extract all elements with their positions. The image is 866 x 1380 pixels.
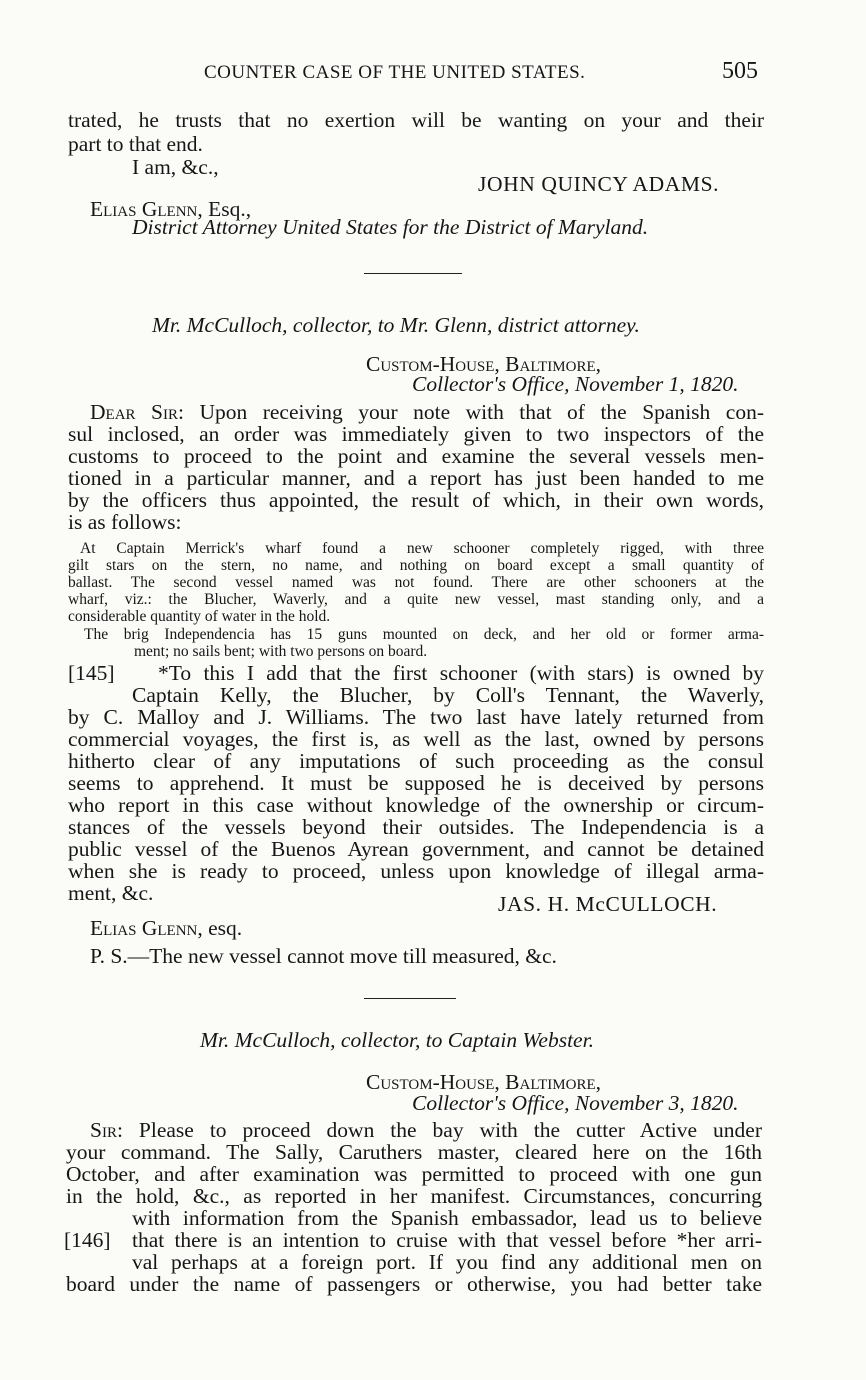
letter2-para1-text: Upon receiving your note with that of the Spanish con- <box>183 400 764 424</box>
letter3-salutation: Sir: <box>90 1118 123 1142</box>
letter3-line4: in the hold, &c., as reported in her manifest. Circumstances, concurring <box>66 1184 762 1208</box>
letter3-line5: with information from the Spanish embassador, lead us to believe <box>132 1206 762 1230</box>
quote2-line1: The brig Independencia has 15 guns mounted on deck, and her old or former arma- <box>84 626 764 643</box>
letter3-line3: October, and after examination was permitted to proceed with one gun <box>66 1162 762 1186</box>
quote1-line2: gilt stars on the stern, no name, and nothing on board except a small quantity of <box>68 557 764 574</box>
letter3-line2: your command. The Sally, Caruthers master, cleared here on the 16th <box>66 1140 762 1164</box>
letter1-line2: part to that end. <box>68 132 203 156</box>
quote1-line4: wharf, viz.: the Blucher, Waverly, and a quite new vessel, mast standing only, and a <box>68 591 764 608</box>
letter2-para2-line8: stances of the vessels beyond their outsides. The Independencia is a <box>68 815 764 839</box>
letter1-closing: I am, &c., <box>132 155 219 179</box>
letter2-para2-line3: by C. Malloy and J. Williams. The two last have lately returned from <box>68 705 764 729</box>
letter2-para1-line3: customs to proceed to the point and examine the several vessels men- <box>68 444 764 468</box>
letter2-para2-line7: who report in this case without knowledge of the ownership or circum- <box>68 793 764 817</box>
letter3-place: Custom-House, Baltimore, <box>366 1070 602 1094</box>
quote1-line5: considerable quantity of water in the hold. <box>68 608 331 625</box>
quote2-line2: ment; no sails bent; with two persons on board. <box>134 643 428 660</box>
letter2-salutation: Dear Sir: <box>90 400 184 424</box>
letter3-line1-text: Please to proceed down the bay with the cutter Active under <box>122 1118 762 1142</box>
letter3-office-date: Collector's Office, November 3, 1820. <box>412 1091 739 1115</box>
page-marker-146: [146] <box>64 1228 111 1252</box>
letter2-para1-line5: by the officers thus appointed, the result of which, in their own words, <box>68 488 764 512</box>
letter2-addressee <box>90 916 242 941</box>
letter2-place: Custom-House, Baltimore, <box>366 352 602 376</box>
letter2-para2-line11: ment, &c. <box>68 881 154 905</box>
letter2-para2-line2: Captain Kelly, the Blucher, by Coll's Tennant, the Waverly, <box>132 683 764 707</box>
letter1-signature: JOHN QUINCY ADAMS. <box>478 172 720 196</box>
addressee-suffix: , esq. <box>197 916 243 940</box>
letter3-line7: val perhaps at a foreign port. If you find any additional men on <box>132 1250 762 1274</box>
addressee-name: Elias Glenn <box>90 916 198 940</box>
letter2-para1-line4: tioned in a particular manner, and a report has just been handed to me <box>68 466 764 490</box>
letter1-line1: trated, he trusts that no exertion will be wanting on your and their <box>68 108 764 132</box>
letter2-para2-line9: public vessel of the Buenos Ayrean government, and cannot be detained <box>68 837 764 861</box>
letter3-heading: Mr. McCulloch, collector, to Captain Webster. <box>200 1028 594 1052</box>
letter2-para2-line1: *To this I add that the first schooner (with stars) is owned by <box>158 661 764 685</box>
letter2-para1-line2: sul inclosed, an order was immediately given to two inspectors of the <box>68 422 764 446</box>
letter2-para2-line10: when she is ready to proceed, unless upon knowledge of illegal arma- <box>68 859 764 883</box>
letter2-para2-line4: commercial voyages, the first is, as well as the last, owned by persons <box>68 727 764 751</box>
letter1-addressee-title: District Attorney United States for the District of Maryland. <box>132 215 649 239</box>
section-divider <box>364 273 462 274</box>
letter2-office-date: Collector's Office, November 1, 1820. <box>412 372 739 396</box>
letter2-para2-line6: seems to apprehend. It must be supposed he is deceived by persons <box>68 771 764 795</box>
quote1-line3: ballast. The second vessel named was not found. There are other schooners at the <box>68 574 764 591</box>
addressee-name: Elias Glenn <box>90 197 198 221</box>
letter2-para2-line5: hitherto clear of any imputations of such proceeding as the consul <box>68 749 764 773</box>
page-marker-145: [145] <box>68 661 115 685</box>
quote1-line1: At Captain Merrick's wharf found a new schooner completely rigged, with three <box>80 540 764 557</box>
letter2-para1-line6: is as follows: <box>68 510 182 534</box>
letter3-line6: that there is an intention to cruise with that vessel before *her arri- <box>132 1228 762 1252</box>
page-number: 505 <box>722 58 758 84</box>
letter3-line8: board under the name of passengers or otherwise, you had better take <box>66 1272 762 1296</box>
letter2-postscript: P. S.—The new vessel cannot move till measured, &c. <box>90 944 557 968</box>
letter2-signature: JAS. H. McCULLOCH. <box>498 892 718 916</box>
letter2-heading: Mr. McCulloch, collector, to Mr. Glenn, district attorney. <box>152 313 640 337</box>
section-divider <box>364 998 456 999</box>
addressee-suffix: , Esq., <box>197 197 252 221</box>
running-title: COUNTER CASE OF THE UNITED STATES. <box>204 62 586 83</box>
